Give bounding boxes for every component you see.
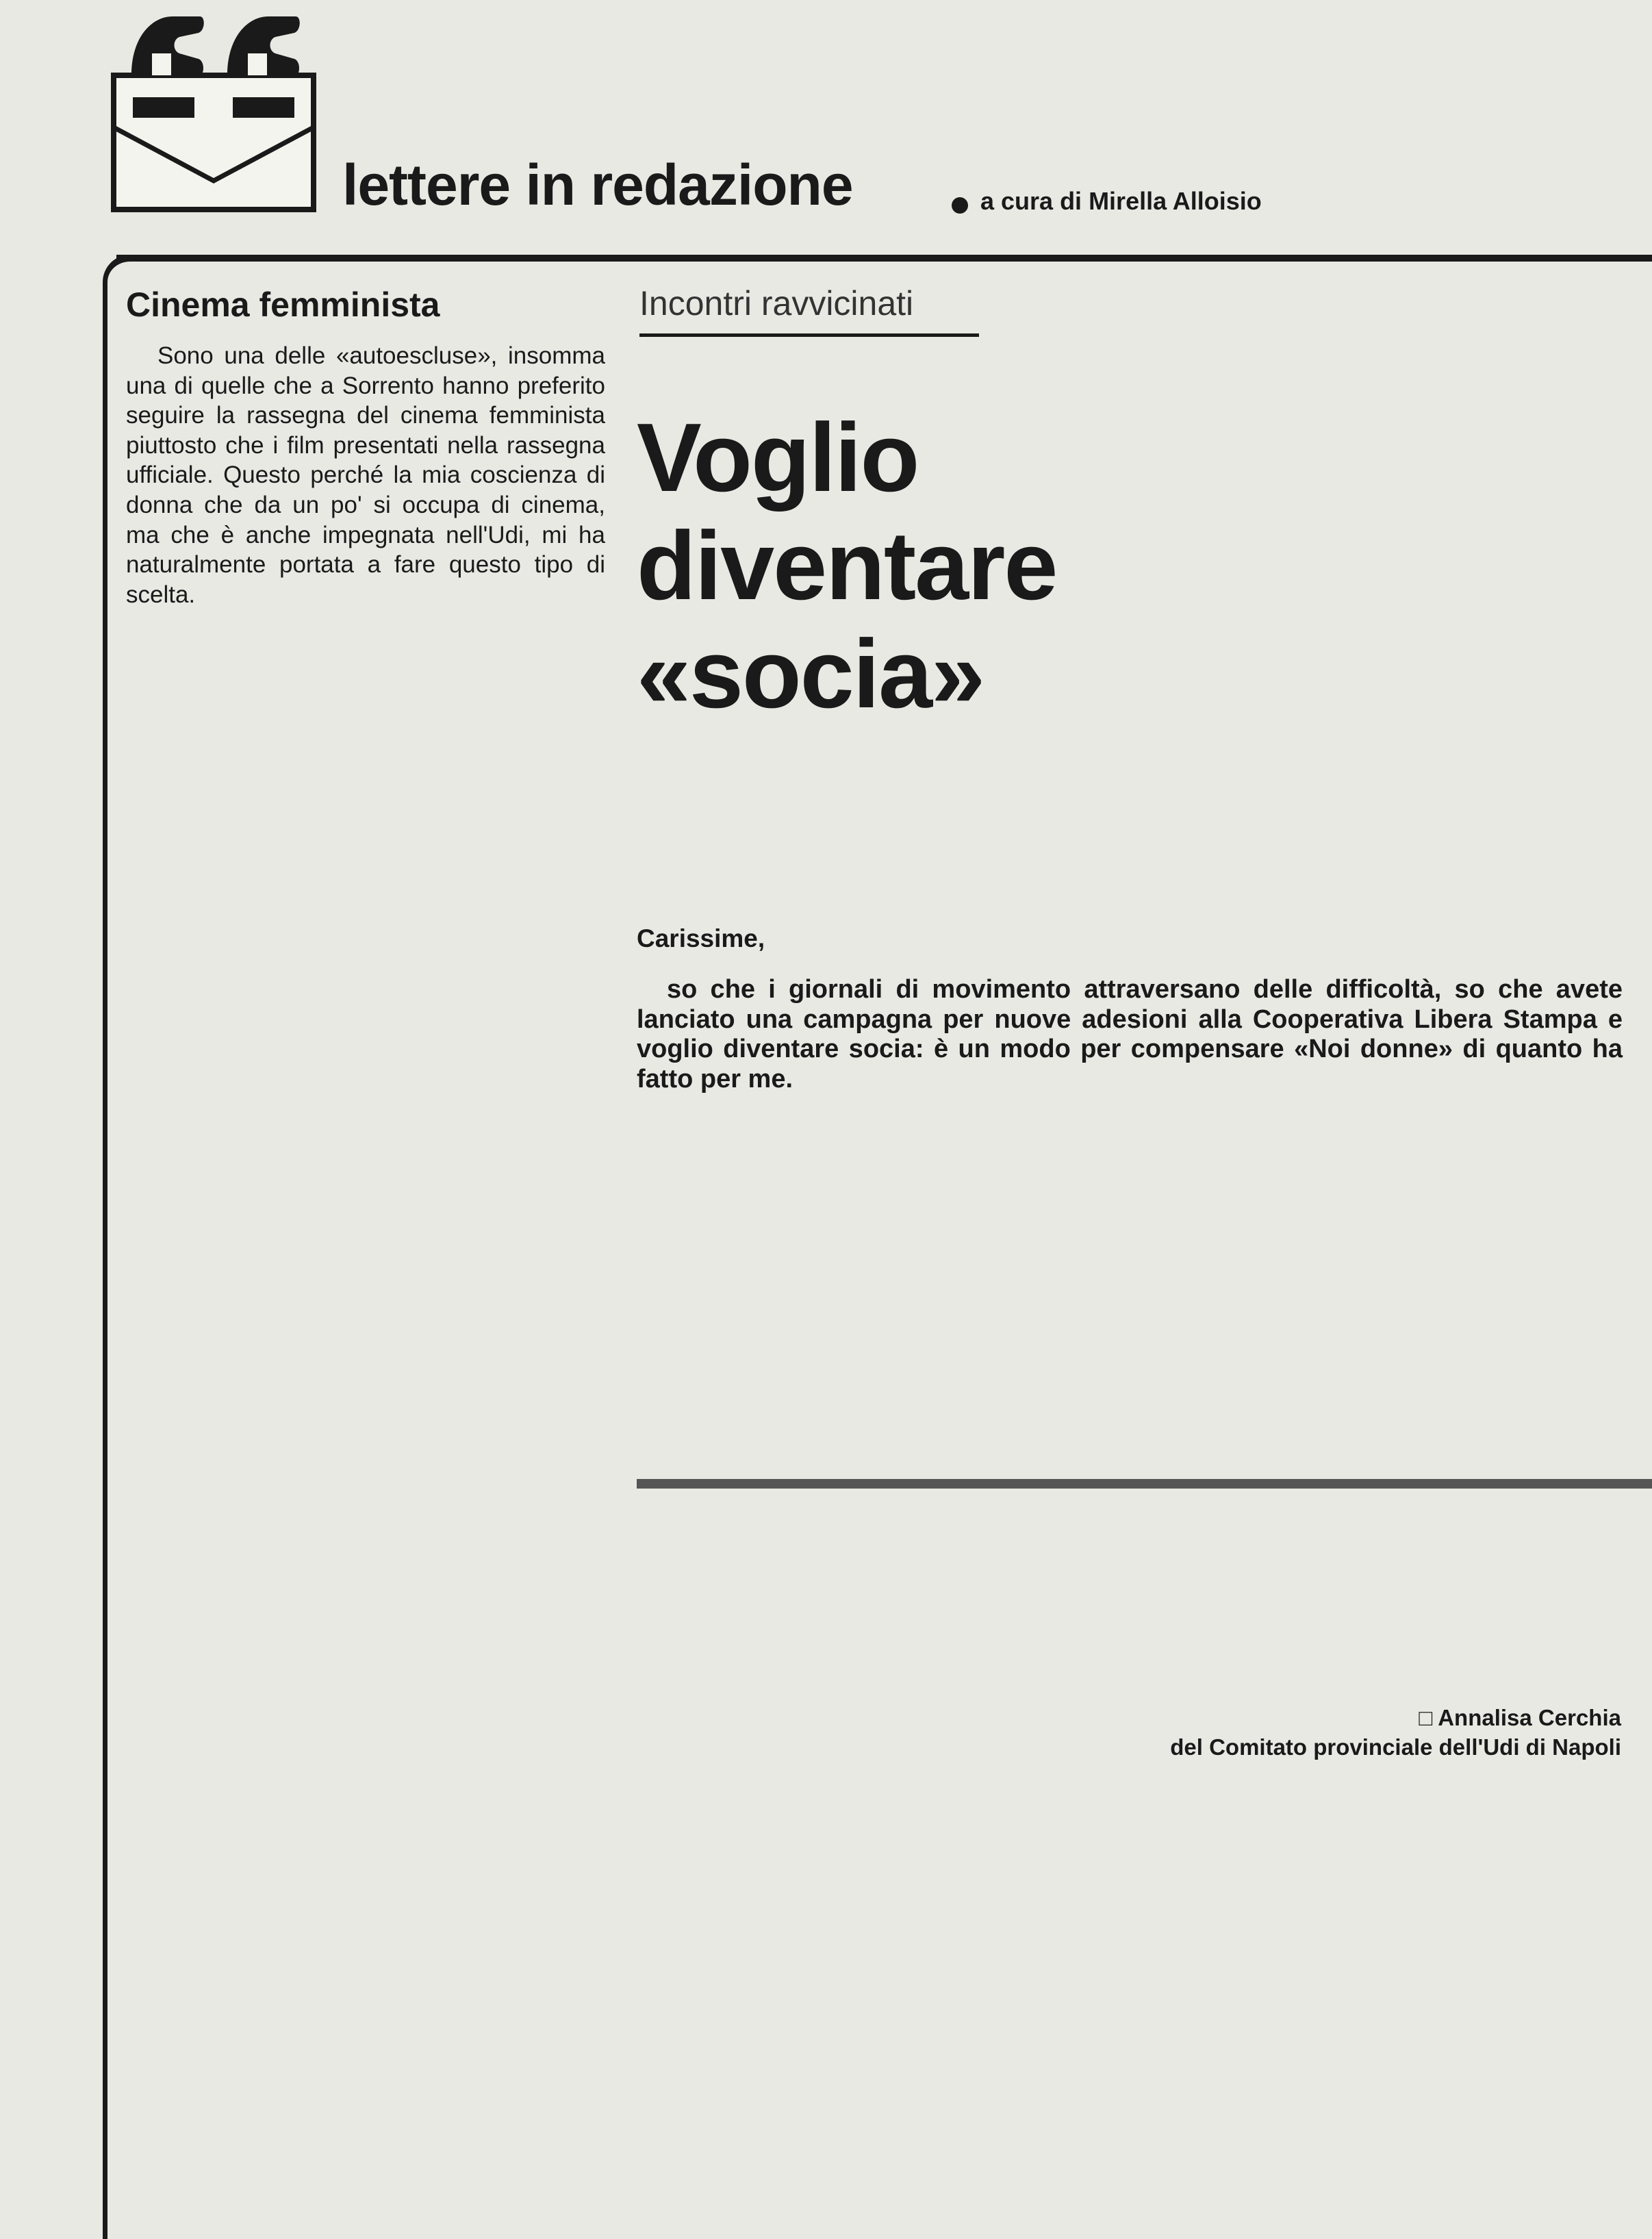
left-column-text <box>126 341 605 609</box>
section-divider <box>637 1479 1652 1489</box>
letter-salutation: Carissime, <box>637 924 765 952</box>
letter-body <box>637 975 1623 1094</box>
headline-line: diventare <box>637 511 1057 620</box>
letter-paragraph: so che i giornali di movimento attraversano delle difficoltà, so che avete lanciato una campagna per nuove adesioni alla Cooperativa Libera Stampa e voglio diventare socia: è un modo per compensare «Noi donne» di quanto ha fatto per me. <box>637 975 1623 1093</box>
kicker-underline <box>639 333 979 337</box>
left-column-heading: Cinema femminista <box>126 286 440 324</box>
envelope-letters-icon <box>111 10 316 215</box>
headline-line: «socia» <box>637 620 984 729</box>
headline <box>637 404 1056 729</box>
signature-organization: del Comitato provinciale dell'Udi di Napoli <box>1170 1734 1621 1760</box>
curator-credit: a cura di Mirella Alloisio <box>980 187 1262 215</box>
bullet-dot <box>952 197 968 214</box>
kicker: Incontri ravvicinati <box>639 284 914 322</box>
headline-line: Voglio <box>637 403 919 512</box>
header-rule <box>116 255 1652 262</box>
section-title: lettere in redazione <box>342 153 853 217</box>
left-paragraph: Sono una delle «autoescluse», insomma una di quelle che a Sorrento hanno preferito seguire la rassegna del cinema femminista piuttosto che i film presentati nella rassegna ufficiale. Questo perché la mia coscienza di donna che da un po' si occupa di cinema, ma che è anche impegnata nell'Udi, mi ha naturalmente portata a fare questo tipo di scelta. <box>126 342 605 608</box>
signature-name: □ Annalisa Cerchia <box>1419 1705 1621 1730</box>
